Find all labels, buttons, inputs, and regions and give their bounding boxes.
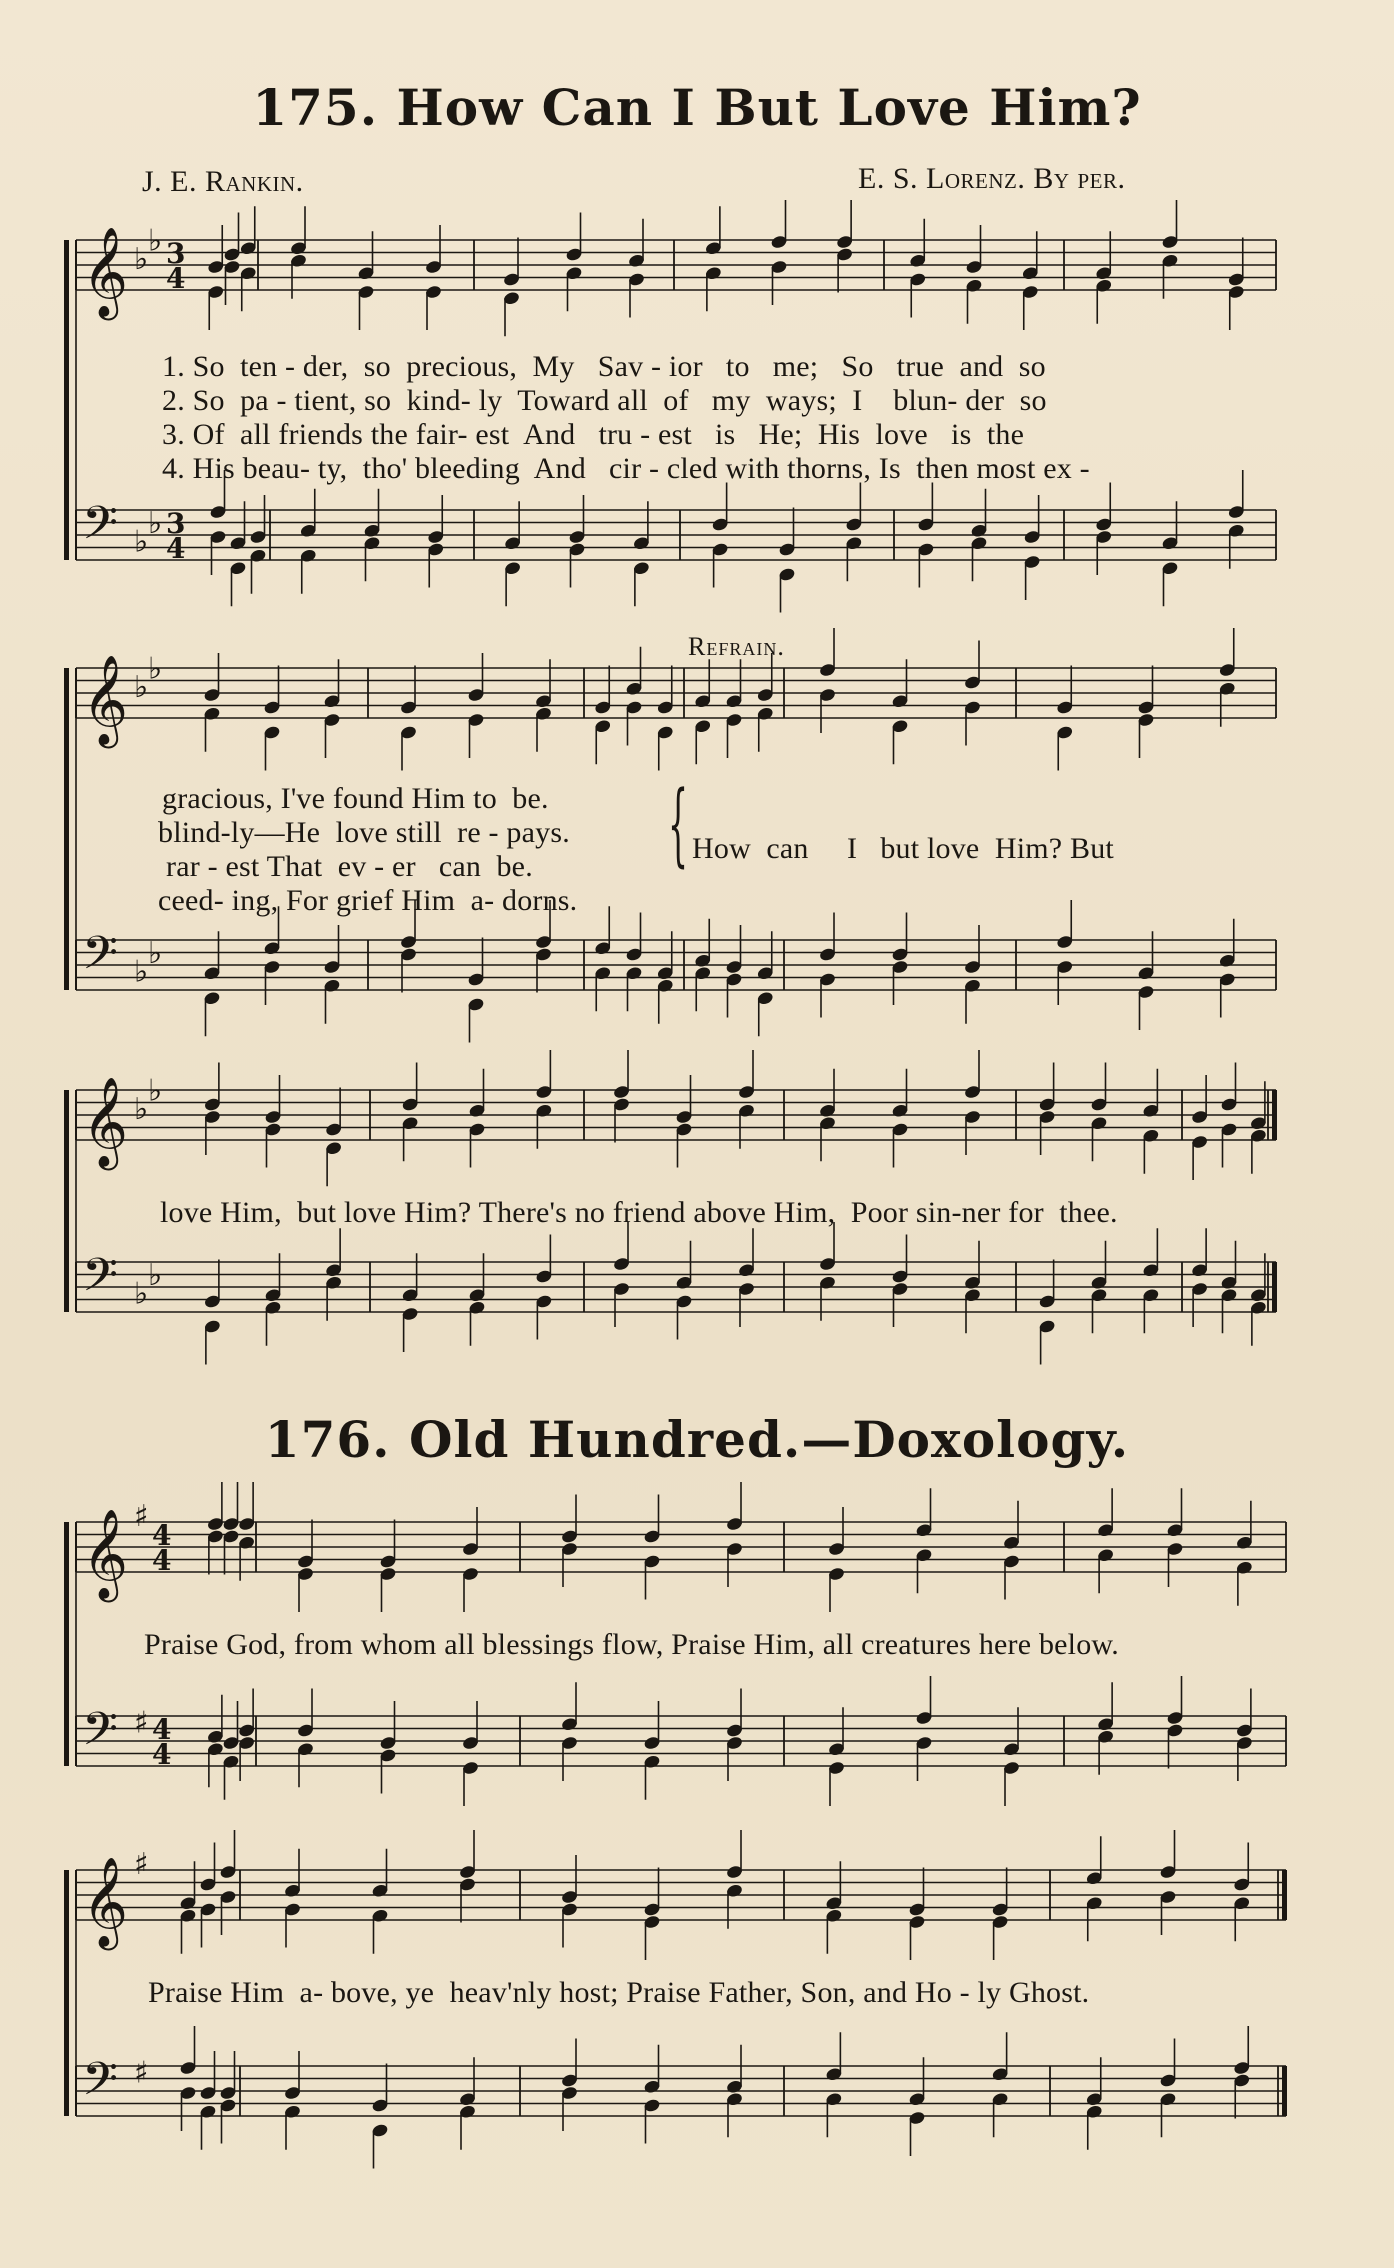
doxology-line-1: Praise God, from whom all blessings flow, Praise Him, all creatures here below. (144, 1628, 1120, 1661)
flat-sign: ♭ (134, 1092, 149, 1127)
flat-sign: ♭ (148, 1073, 163, 1109)
refrain-line-1: How can I but love Him? But (692, 832, 1114, 865)
system-bracket (64, 1870, 69, 2116)
refrain-label: Refrain. (688, 632, 785, 661)
verse-3-ending: rar - est That ev - er can be. (166, 850, 533, 883)
doxology-line-2: Praise Him a- bove, ye heav'nly host; Praise Father, Son, and Ho - ly Ghost. (148, 1976, 1090, 2009)
system-bracket (64, 1090, 69, 1312)
treble-clef: 𝄞 (82, 1077, 129, 1167)
flat-sign: ♭ (148, 651, 163, 687)
flat-sign: ♭ (134, 242, 149, 277)
system-bracket (64, 240, 69, 560)
flat-sign: ♭ (148, 1257, 163, 1293)
time-signature: 4 (166, 532, 186, 565)
time-signature: 4 (152, 1713, 172, 1746)
flat-sign: ♭ (148, 223, 163, 259)
sharp-sign: ♯ (134, 1499, 149, 1534)
treble-clef: 𝄞 (82, 1509, 129, 1599)
time-signature: 4 (166, 262, 186, 295)
treble-clef: 𝄞 (82, 1857, 129, 1947)
time-signature: 3 (166, 507, 186, 540)
verse-2-line: 2. So pa - tient, so kind- ly Toward all of my ways; I blun- der so (162, 384, 1047, 417)
flat-sign: ♭ (134, 524, 149, 560)
flat-sign: ♭ (134, 1276, 149, 1312)
time-signature: 4 (152, 1544, 172, 1577)
bass-clef: 𝄢 (82, 496, 119, 562)
verse-4-ending: ceed- ing, For grief Him a- dorns. (158, 884, 578, 917)
hymn-176-title: 176. Old Hundred.—Doxology. (264, 1410, 1130, 1469)
treble-clef: 𝄞 (82, 227, 129, 317)
treble-clef: 𝄞 (82, 655, 129, 745)
flat-sign: ♭ (134, 954, 149, 990)
bass-clef: 𝄢 (82, 1702, 119, 1768)
flat-sign: ♭ (148, 505, 163, 541)
verse-brace: { (668, 772, 689, 877)
flat-sign: ♭ (134, 670, 149, 705)
final-barline (1272, 1090, 1277, 1140)
system-bracket (64, 1522, 69, 1766)
system-bracket (64, 668, 69, 990)
final-barline (1272, 1262, 1277, 1312)
time-signature: 3 (166, 237, 186, 270)
bass-clef: 𝄢 (82, 1248, 119, 1314)
time-signature: 4 (152, 1738, 172, 1771)
refrain-line-2: love Him, but love Him? There's no friend above Him, Poor sin-ner for thee. (160, 1196, 1118, 1229)
verse-1-ending: gracious, I've found Him to be. (162, 782, 549, 815)
flat-sign: ♭ (148, 935, 163, 971)
final-barline (1282, 2066, 1287, 2116)
hymn-175-title: 175. How Can I But Love Him? (252, 78, 1142, 137)
composer-credit: E. S. Lorenz. By per. (858, 162, 1126, 195)
final-barline (1282, 1870, 1287, 1920)
verse-1-line: 1. So ten - der, so precious, My Sav - ior to me; So true and so (162, 350, 1046, 383)
time-signature: 4 (152, 1519, 172, 1552)
verse-4-line: 4. His beau- ty, tho' bleeding And cir - cled with thorns, Is then most ex - (162, 452, 1090, 485)
verse-2-ending: blind-ly—He love still re - pays. (158, 816, 570, 849)
verse-3-line: 3. Of all friends the fair- est And tru - est is He; His love is the (162, 418, 1025, 451)
bass-clef: 𝄢 (82, 926, 119, 992)
lyricist-credit: J. E. Rankin. (142, 165, 304, 198)
sharp-sign: ♯ (134, 2055, 149, 2091)
bass-clef: 𝄢 (82, 2052, 119, 2118)
sharp-sign: ♯ (134, 1847, 149, 1882)
sharp-sign: ♯ (134, 1705, 149, 1741)
